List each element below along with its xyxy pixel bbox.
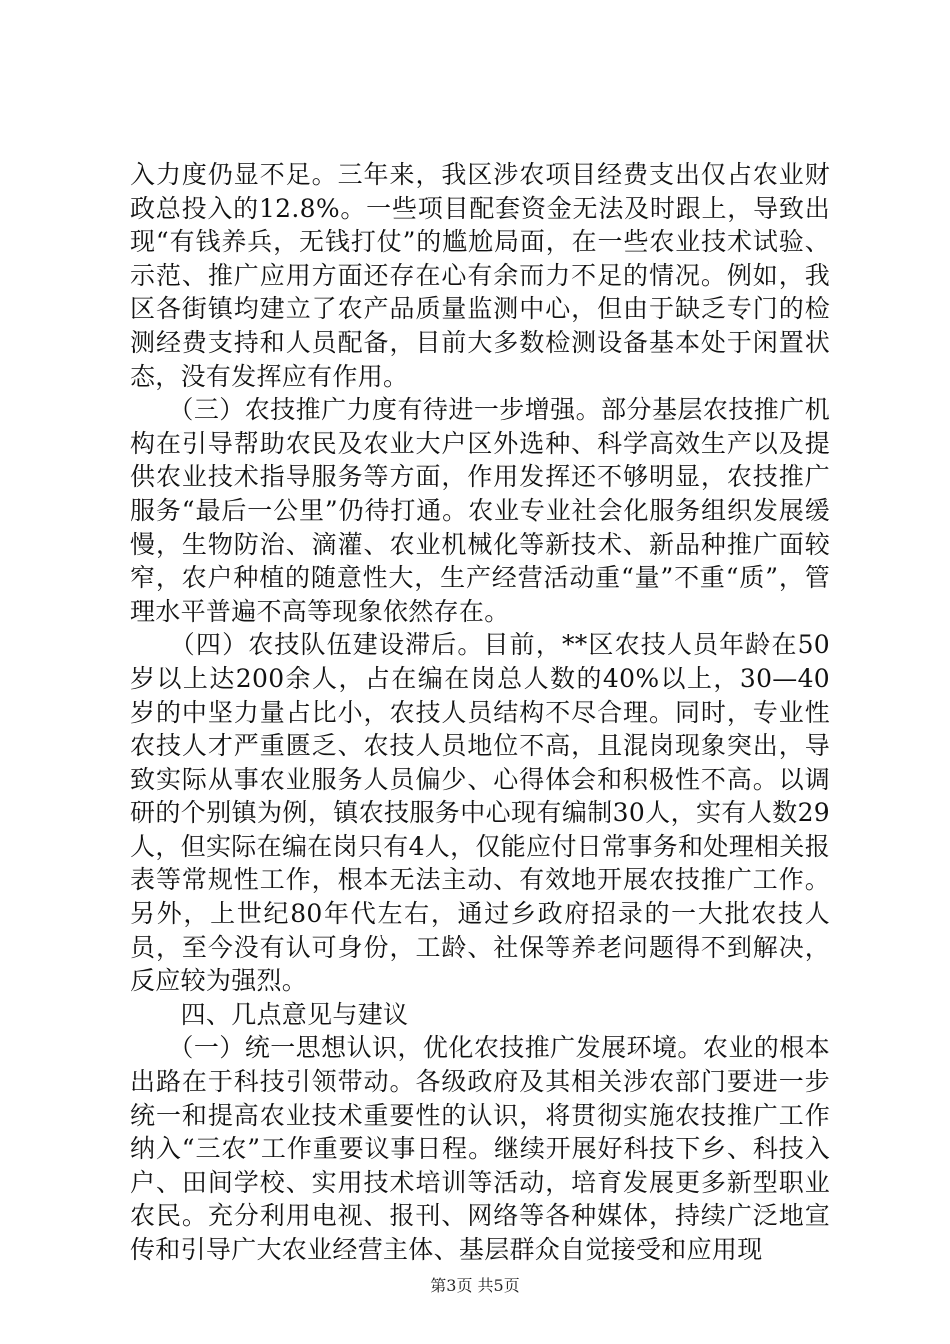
section-heading-suggestions: 四、几点意见与建议 xyxy=(130,999,409,1029)
paragraph-unify-thinking: （一）统一思想认识，优化农技推广发展环境。农业的根本出路在于科技引领带动。各级政府及其相关涉农部门要进一步统一和提高农业技术重要性的认识，将贯彻实施农技推广工作纳入“三农”工作重要议事日程。继续开展好科技下乡、科技入户、田间学校、实用技术培训等活动，培育发展更多新型职业农民。充分利用电视、报刊、网络等各种媒体，持续广泛地宣传和引导广大农业经营主体、基层群众自觉接受和应用现 xyxy=(130,1033,830,1264)
paragraph-extension-promotion: （三）农技推广力度有待进一步增强。部分基层农技推广机构在引导帮助农民及农业大户区外选种、科学高效生产以及提供农业技术指导服务等方面，作用发挥还不够明显，农技推广服务“最后一公里”仍待打通。农业专业社会化服务组织发展缓慢，生物防治、滴灌、农业机械化等新技术、新品种推广面较窄，农户种植的随意性大，生产经营活动重“量”不重“质”，管理水平普遍不高等现象依然存在。 xyxy=(130,395,830,626)
page-footer: 第3页 共5页 xyxy=(430,1276,520,1295)
document-body xyxy=(130,158,830,1267)
paragraph-funding-shortfall: 入力度仍显不足。三年来，我区涉农项目经费支出仅占农业财政总投入的12.8%。一些项目配套资金无法及时跟上，导致出现“有钱养兵，无钱打仗”的尴尬局面，在一些农业技术试验、示范、推广应用方面还存在心有余而力不足的情况。例如，我区各街镇均建立了农产品质量监测中心，但由于缺乏专门的检测经费支持和人员配备，目前大多数检测设备基本处于闲置状态，没有发挥应有作用。 xyxy=(130,160,830,391)
paragraph-workforce-lagging: （四）农技队伍建设滞后。目前，**区农技人员年龄在50岁以上达200余人，占在编在岗总人数的40%以上，30—40岁的中坚力量占比小，农技人员结构不尽合理。同时，专业性农技人才严重匮乏、农技人员地位不高，且混岗现象突出，导致实际从事农业服务人员偏少、心得体会和积极性不高。以调研的个别镇为例，镇农技服务中心现有编制30人，实有人数29人，但实际在编在岗只有4人，仅能应付日常事务和处理相关报表等常规性工作，根本无法主动、有效地开展农技推广工作。另外，上世纪80年代左右，通过乡政府招录的一大批农技人员，至今没有认可身份，工龄、社保等养老问题得不到解决，反应较为强烈。 xyxy=(130,630,830,996)
